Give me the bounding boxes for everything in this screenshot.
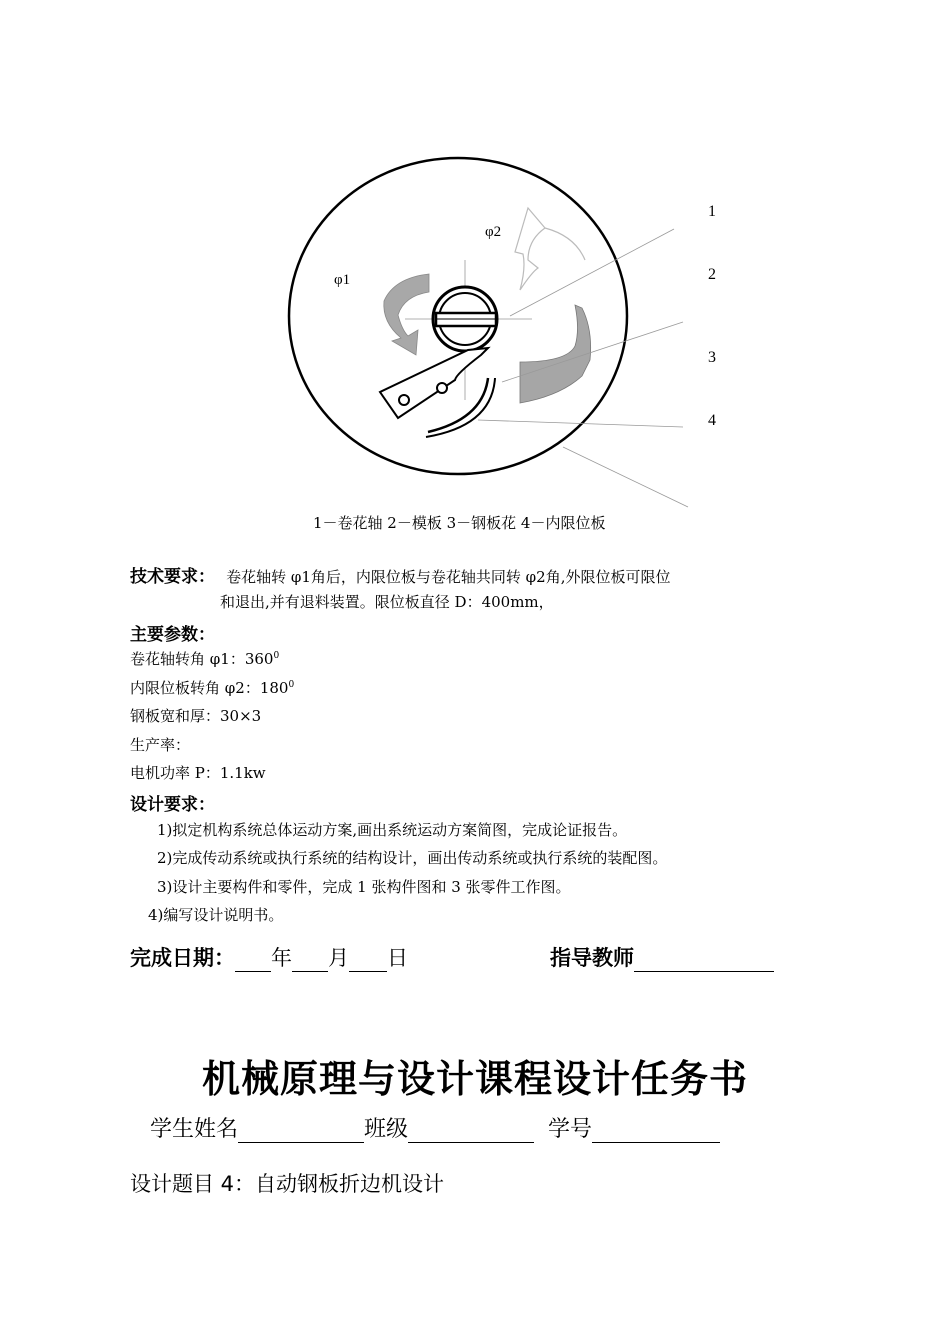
label-4: 4	[708, 412, 716, 429]
label-2: 2	[708, 266, 716, 283]
class-field[interactable]	[408, 1120, 534, 1143]
template-hole-2	[437, 383, 447, 393]
class-label: 班级	[364, 1117, 409, 1142]
day-blank[interactable]	[349, 949, 387, 972]
phi1-rotation-arrow	[384, 274, 429, 355]
phi2-label: φ2	[485, 224, 502, 240]
steel-strip-band	[520, 305, 591, 403]
page-title: 机械原理与设计课程设计任务书	[201, 1057, 748, 1101]
tech-requirements	[130, 562, 671, 587]
leader-1	[510, 229, 674, 316]
design-topic: 设计题目 4：自动钢板折边机设计	[130, 1172, 445, 1196]
label-1: 1	[708, 203, 716, 220]
tech-line-2: 和退出,并有退料装置。限位板直径 D：400mm，	[220, 593, 554, 611]
label-3: 3	[708, 349, 716, 366]
student-no-field[interactable]	[592, 1120, 720, 1143]
student-name-label: 学生姓名	[150, 1117, 239, 1142]
template-hole-1	[399, 395, 409, 405]
phi2-rotation-arrow	[515, 208, 545, 290]
year-label: 年	[271, 946, 292, 970]
param-plate-angle: 内限位板转角 φ2：$180^0$	[130, 679, 295, 697]
phi1-label: φ1	[334, 272, 351, 288]
params-heading: 主要参数：	[130, 625, 215, 645]
param-steel-size: 钢板宽和厚：30×3	[130, 707, 262, 725]
teacher-row	[550, 942, 774, 972]
year-blank[interactable]	[235, 949, 271, 972]
month-blank[interactable]	[292, 949, 328, 972]
design-heading: 设计要求：	[130, 795, 215, 815]
param-motor-power: 电机功率 P：1.1kw	[130, 764, 266, 782]
tech-line-1: 卷花轴转 φ1角后，内限位板与卷花轴共同转 φ2角,外限位板可限位	[226, 568, 671, 586]
leader-2	[502, 322, 683, 382]
teacher-label: 指导教师	[550, 946, 634, 970]
day-label: 日	[387, 946, 408, 970]
param-shaft-angle: 卷花轴转角 φ1：$360^0$	[130, 650, 280, 668]
completion-row	[130, 942, 408, 972]
param-productivity: 生产率：	[130, 736, 191, 754]
month-label: 月	[328, 946, 349, 970]
design-item-2: 2)完成传动系统或执行系统的结构设计，画出传动系统或执行系统的装配图。	[157, 849, 668, 867]
completion-date-label: 完成日期：	[130, 946, 235, 970]
student-name-field[interactable]	[238, 1120, 364, 1143]
leader-4	[563, 447, 688, 507]
template-plate	[380, 348, 488, 418]
mechanism-diagram	[270, 150, 740, 540]
design-item-3: 3)设计主要构件和零件，完成 1 张构件图和 3 张零件工作图。	[157, 878, 571, 896]
figure-caption: 1－卷花轴 2－模板 3－钢板花 4－内限位板	[313, 514, 606, 532]
student-no-label: 学号	[548, 1117, 593, 1142]
design-item-4: 4)编写设计说明书。	[148, 906, 284, 924]
tech-heading: 技术要求：	[130, 567, 215, 587]
student-info-row	[150, 1112, 720, 1143]
teacher-blank[interactable]	[634, 949, 774, 972]
design-item-1: 1)拟定机构系统总体运动方案,画出系统运动方案简图，完成论证报告。	[157, 821, 628, 839]
